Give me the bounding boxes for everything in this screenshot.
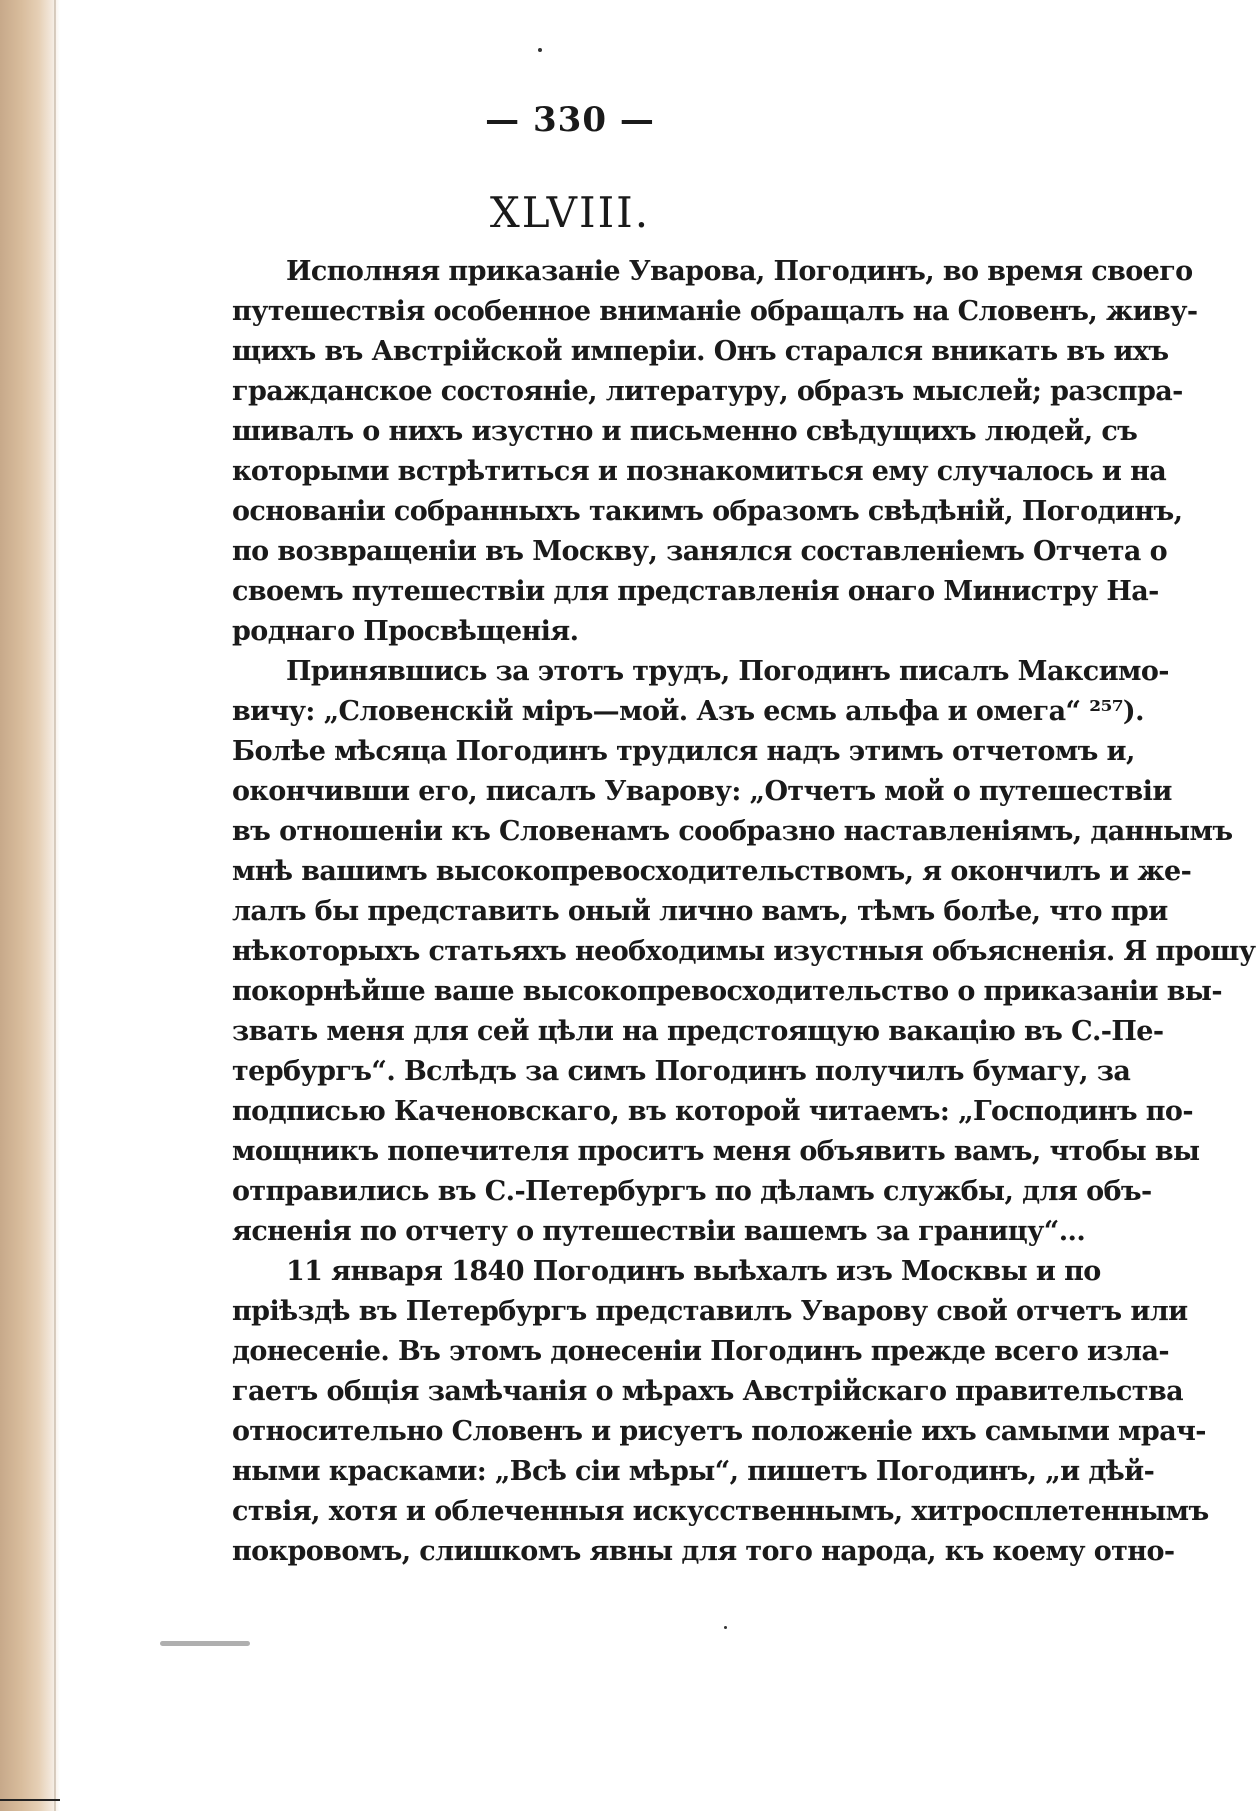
ink-speck — [538, 48, 542, 52]
text-line: по возвращеніи въ Москву, занялся составленіемъ Отчета о — [232, 536, 1168, 567]
text-line: шивалъ о нихъ изустно и письменно свѣдущихъ людей, съ — [232, 416, 1138, 447]
ink-speck — [724, 1626, 727, 1629]
text-line: гражданское состояніе, литературу, образъ мыслей; разспра- — [232, 376, 1183, 407]
text-line: относительно Словенъ и рисуетъ положеніе ихъ самыми мрач- — [232, 1416, 1206, 1447]
book-binding-edge — [0, 0, 60, 1811]
text-line: донесеніе. Въ этомъ донесеніи Погодинъ прежде всего излa- — [232, 1336, 1169, 1367]
text-line: нѣкоторыхъ статьяхъ необходимы изустныя объясненія. Я прошу — [232, 936, 1256, 967]
chapter-heading: XLVIII. — [489, 188, 651, 237]
body-text — [232, 252, 1256, 1572]
ink-smudge — [160, 1641, 250, 1646]
text-line: покорнѣйше ваше высокопревосходительство о приказаніи вы- — [232, 976, 1222, 1007]
text-line: мнѣ вашимъ высокопревосходительствомъ, я окончилъ и же- — [232, 856, 1192, 887]
text-line: основаніи собранныхъ такимъ образомъ свѣдѣній, Погодинъ, — [232, 496, 1183, 527]
text-line: лалъ бы представить оный лично вамъ, тѣмъ болѣе, что при — [232, 896, 1168, 927]
text-line: вичу: „Словенскій міръ—мой. Азъ есмь альфа и омега“ ²⁵⁷). — [232, 696, 1144, 727]
text-line: Болѣе мѣсяца Погодинъ трудился надъ этимъ отчетомъ и, — [232, 736, 1135, 767]
text-line: ясненія по отчету о путешествіи вашемъ за границу“... — [232, 1216, 1086, 1247]
text-line: тербургъ“. Вслѣдъ за симъ Погодинъ получилъ бумагу, за — [232, 1056, 1131, 1087]
paragraph — [232, 252, 1198, 652]
text-line: щихъ въ Австрійской имперіи. Онъ старался вникать въ ихъ — [232, 336, 1169, 367]
text-line: звать меня для сей цѣли на предстоящую вакацію въ С.-Пе- — [232, 1016, 1164, 1047]
text-line: ствія, хотя и облеченныя искусственнымъ, хитросплетеннымъ — [232, 1496, 1209, 1527]
text-line: роднаго Просвѣщенія. — [232, 616, 579, 647]
text-line: окончивши его, писалъ Уварову: „Отчетъ мой о путешествіи — [232, 776, 1172, 807]
paragraph — [232, 1252, 1209, 1572]
text-line: ными красками: „Всѣ сіи мѣры“, пишетъ Погодинъ, „и дѣй- — [232, 1456, 1155, 1487]
text-line: въ отношеніи къ Словенамъ сообразно наставленіямъ, даннымъ — [232, 816, 1233, 847]
text-line: пріѣздѣ въ Петербургъ представилъ Уварову свой отчетъ или — [232, 1296, 1188, 1327]
text-line: 11 января 1840 Погодинъ выѣхалъ изъ Москвы и по — [286, 1256, 1101, 1287]
text-line: Исполняя приказаніе Уварова, Погодинъ, во время своего — [286, 256, 1193, 287]
page-number: — 330 — — [485, 100, 655, 140]
text-line: Принявшись за этотъ трудъ, Погодинъ писалъ Максимо- — [286, 656, 1169, 687]
text-line: подписью Каченовскаго, въ которой читаемъ: „Господинъ по- — [232, 1096, 1193, 1127]
text-line: мощникъ попечителя проситъ меня объявить вамъ, чтобы вы — [232, 1136, 1200, 1167]
text-line: отправились въ С.-Петербургъ по дѣламъ службы, для объ- — [232, 1176, 1152, 1207]
text-line: гаетъ общія замѣчанія о мѣрахъ Австрійскаго правительства — [232, 1376, 1183, 1407]
paragraph — [232, 652, 1256, 1252]
text-line: путешествія особенное вниманіе обращалъ на Словенъ, живу- — [232, 296, 1198, 327]
binding-bottom-rule — [0, 1799, 60, 1801]
text-line: которыми встрѣтиться и познакомиться ему случалось и на — [232, 456, 1167, 487]
text-line: своемъ путешествіи для представленія онаго Министру На- — [232, 576, 1159, 607]
text-line: покровомъ, слишкомъ явны для того народа, къ коему отно- — [232, 1536, 1175, 1567]
